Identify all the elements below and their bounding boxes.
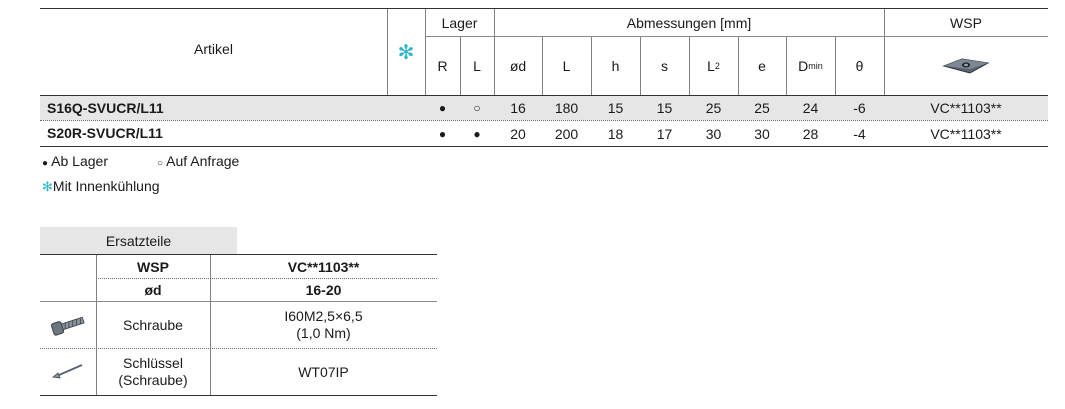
key-icon [40,349,96,395]
header-col-l-lager: L [473,58,481,74]
dmin-main: D [798,58,809,74]
parts-od-label: ød [144,282,162,298]
legend-auf-anfrage-label: Auf Anfrage [166,153,240,169]
row-artikel: S16Q-SVUCR/L11 [47,100,164,116]
insert-icon [884,37,1048,95]
val-s: 17 [656,125,673,142]
val-theta: -4 [853,125,866,142]
stock-r: ● [438,101,447,115]
legend-innenkuehlung-label: Mit Innenkühlung [52,178,160,194]
val-wsp: VC**1103** [930,100,1002,116]
l2-main: L [707,58,715,74]
parts-wsp-value: VC**1103** [287,258,360,275]
val-e: 30 [754,125,770,142]
stock-l: ● [473,126,481,141]
part-value-line1: I60M2,5×6,5 [284,308,363,324]
part-value-line2: (1,0 Nm) [296,325,351,341]
val-l2: 30 [705,125,722,142]
header-col-theta: θ [855,58,864,74]
parts-od-value: 16-20 [305,282,342,298]
parts-bottom-border [40,395,437,396]
val-l: 180 [554,100,579,116]
val-od: 16 [510,100,526,116]
empty-dot-icon: ○ [157,158,164,169]
val-wsp: VC**1103** [930,125,1002,142]
header-col-l: L [562,58,571,74]
parts-title: Ersatzteile [40,227,237,254]
screw-icon [40,302,96,348]
val-dmin: 28 [802,125,819,142]
part-name-line1: Schlüssel [123,355,183,371]
header-col-dmin [786,37,835,95]
parts-wsp-label: WSP [137,258,169,275]
table-bottom-border [40,146,1048,147]
part-name-line2: (Schraube) [118,372,188,388]
legend-auf-anfrage [157,153,239,169]
header-col-od: ød [509,58,527,74]
header-col-s: s [661,58,668,74]
header-lager: Lager [441,14,478,31]
val-s: 15 [656,100,673,116]
val-l: 200 [554,125,579,142]
l2-sub: 2 [714,61,720,71]
part-value-schraube [210,302,437,348]
val-h: 15 [607,100,624,116]
part-name-schraube: Schraube [123,317,183,333]
legend-innenkuehlung [42,178,160,195]
part-name-schluessel [96,349,210,395]
coolant-icon: ✻ [42,179,53,194]
header-artikel: Artikel [194,41,233,57]
val-od: 20 [510,125,526,142]
val-l2: 25 [705,100,722,116]
val-dmin: 24 [802,100,819,116]
row-artikel: S20R-SVUCR/L11 [47,125,163,141]
header-col-h: h [611,58,620,74]
header-abmessungen: Abmessungen [mm] [626,14,752,31]
header-col-l2 [689,37,738,95]
legend-ab-lager-label: Ab Lager [51,153,108,169]
filled-dot-icon: ● [42,158,49,169]
header-col-e: e [758,58,766,74]
header-wsp: WSP [950,14,982,31]
val-h: 18 [607,125,624,142]
val-theta: -6 [853,100,866,116]
coolant-icon: ✻ [397,41,415,64]
stock-l: ○ [473,101,481,115]
val-e: 25 [754,100,770,116]
stock-r: ● [438,126,447,141]
dmin-sub: min [808,61,823,71]
legend-ab-lager [42,153,108,169]
header-col-r: R [437,58,448,74]
part-value-schluessel: WT07IP [298,364,349,380]
